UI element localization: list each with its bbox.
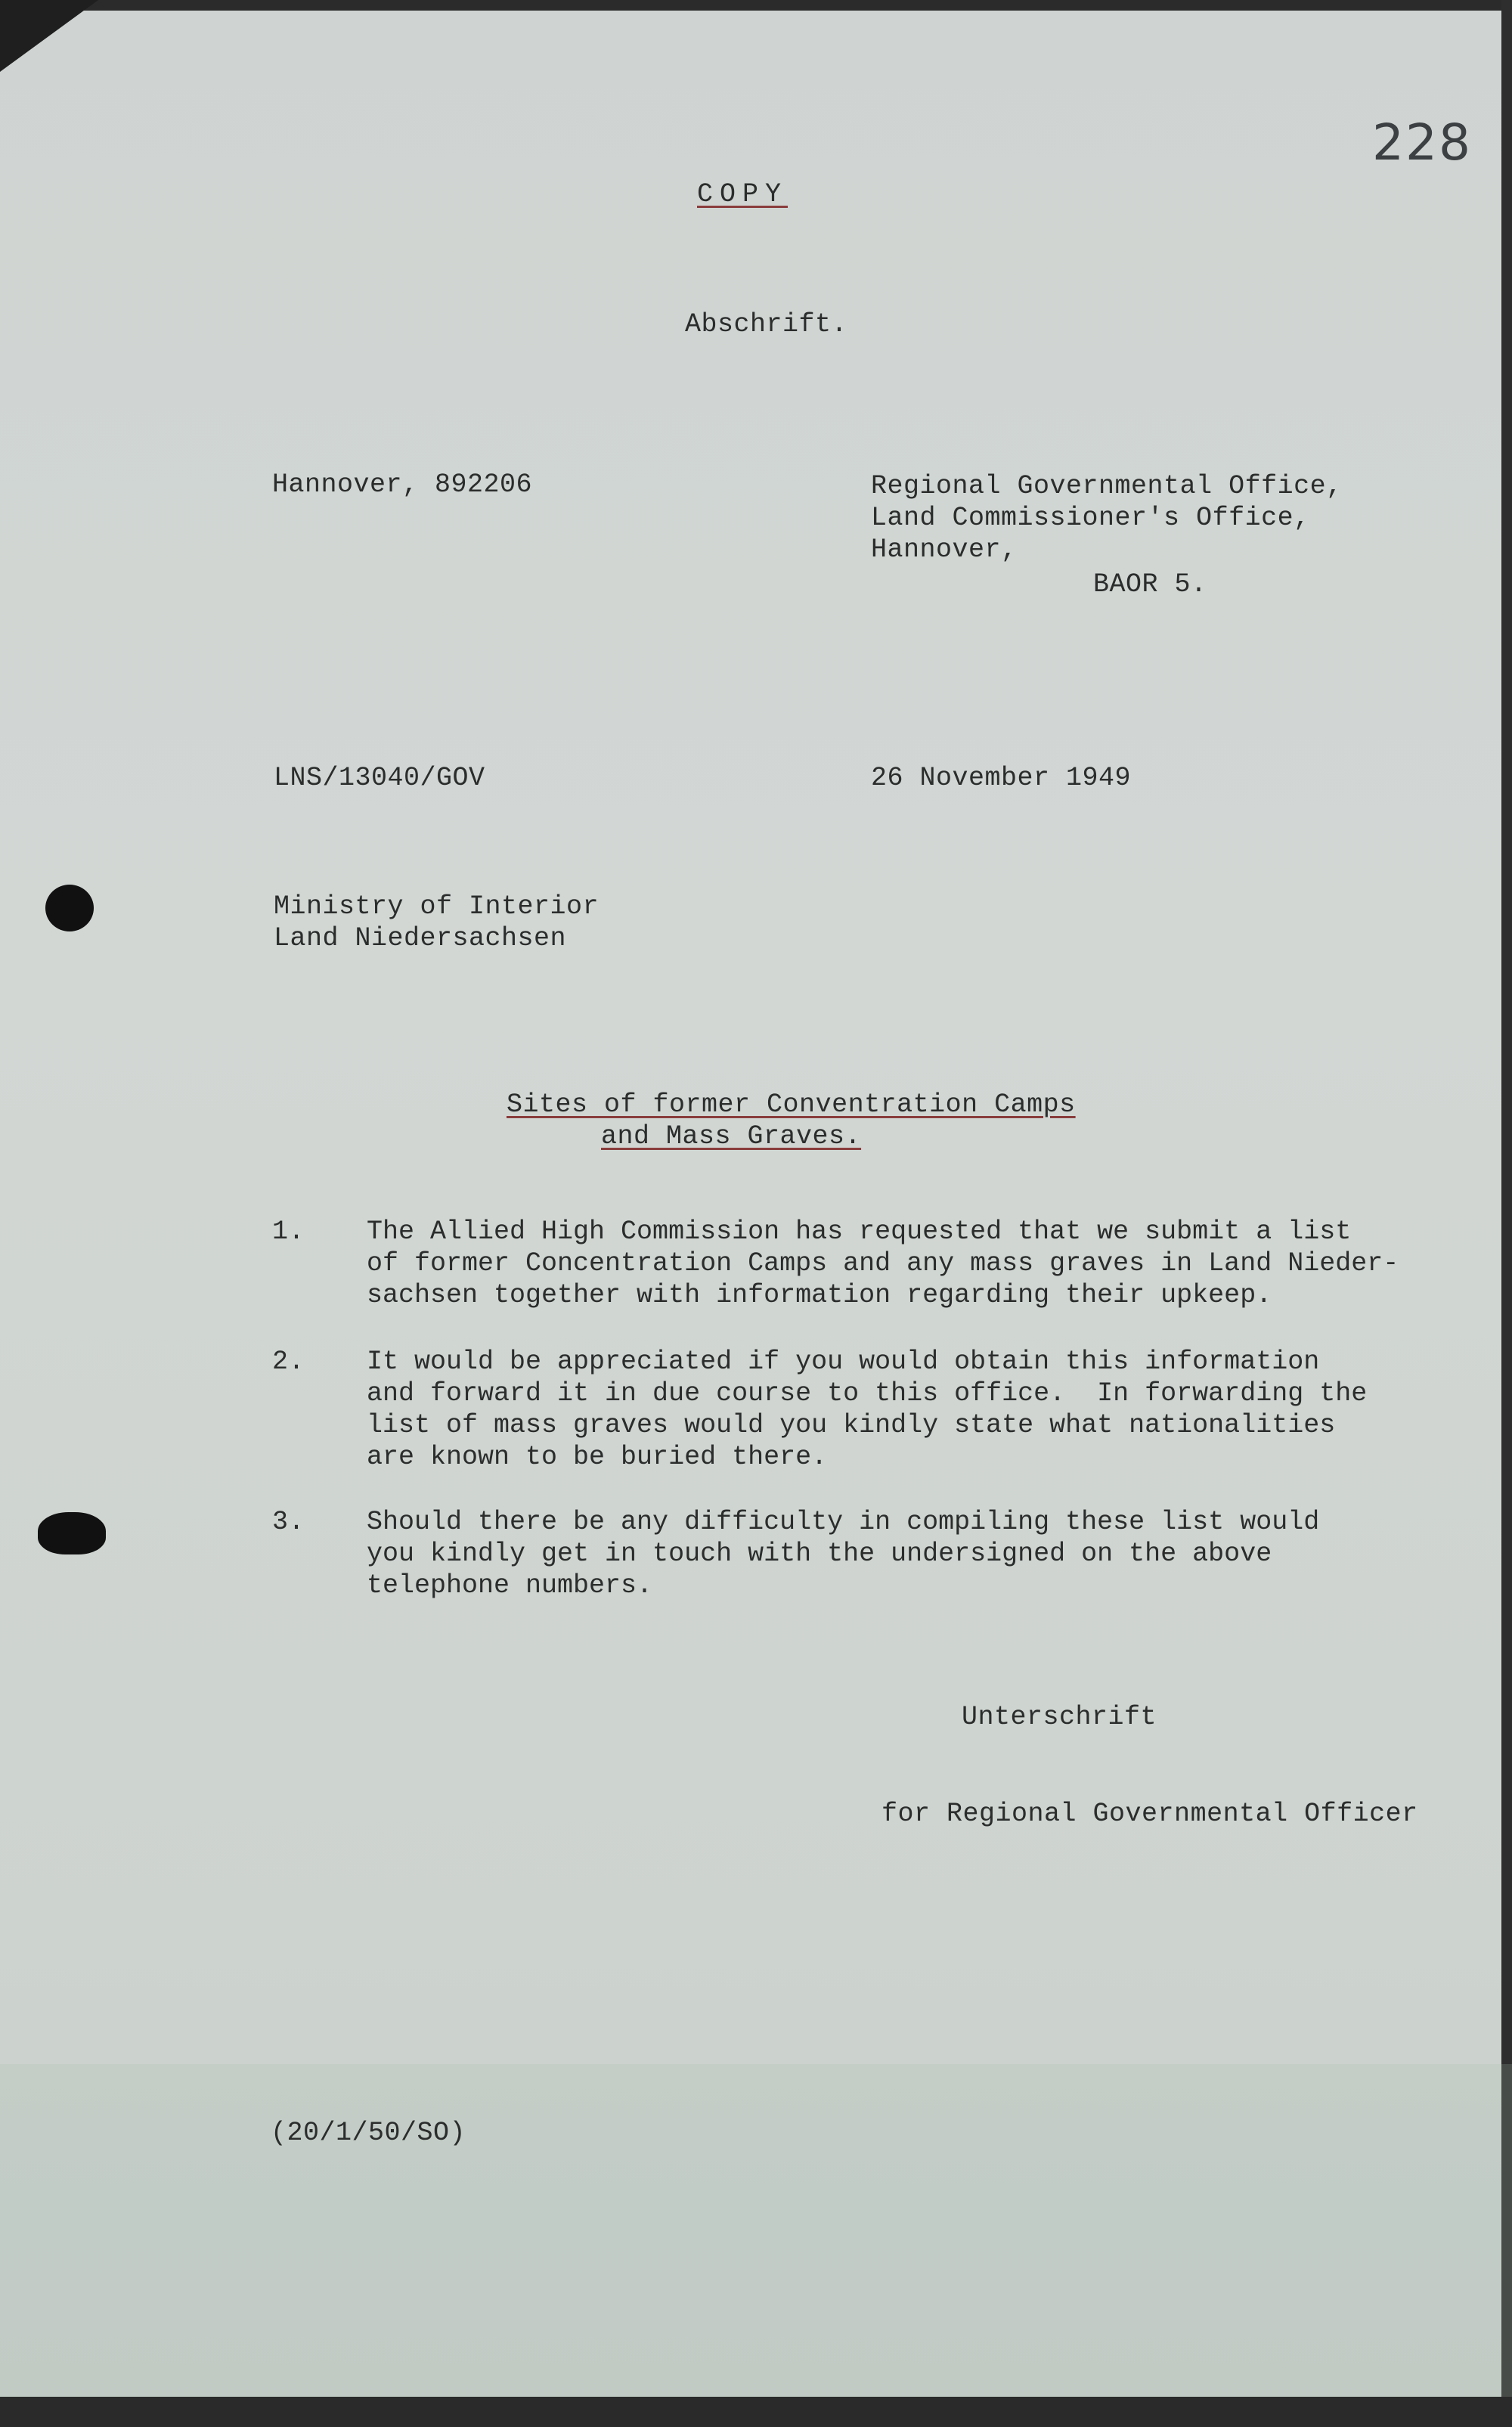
paragraph-line: of former Concentration Camps and any mass graves in Land Nieder- [367, 1248, 1399, 1279]
sender-baor: BAOR 5. [1093, 569, 1207, 600]
paragraph-line: you kindly get in touch with the undersigned on the above [367, 1539, 1272, 1569]
sender-phone: Hannover, 892206 [272, 470, 533, 500]
footer-code: (20/1/50/SO) [271, 2118, 466, 2148]
torn-corner [0, 0, 98, 72]
recipient-line-1: Ministry of Interior [274, 891, 600, 922]
paragraph-line: list of mass graves would you kindly state what nationalities [367, 1410, 1336, 1440]
signature-unterschrift: Unterschrift [962, 1702, 1157, 1732]
paragraph-line: telephone numbers. [367, 1570, 653, 1601]
scan-edge-bottom [0, 2397, 1512, 2427]
paragraph-line: are known to be buried there. [367, 1442, 828, 1472]
paragraph-number: 1. [272, 1217, 305, 1247]
letter-date: 26 November 1949 [871, 763, 1132, 793]
copy-heading: COPY [697, 179, 789, 209]
signature-for-line: for Regional Governmental Officer [881, 1799, 1418, 1829]
paragraph-line: and forward it in due course to this office. In forwarding the [367, 1378, 1368, 1409]
paragraph-line: It would be appreciated if you would obtain this information [367, 1347, 1320, 1377]
scan-edge-right [1501, 0, 1512, 2427]
punch-hole [45, 885, 94, 931]
paragraph-line: The Allied High Commission has requested that we submit a list [367, 1217, 1352, 1247]
page-number: 228 [1372, 113, 1472, 172]
reference-number: LNS/13040/GOV [274, 763, 485, 793]
paragraph-number: 2. [272, 1347, 305, 1377]
sender-office-line-3: Hannover, [871, 535, 1018, 565]
punch-hole [38, 1512, 106, 1554]
sender-office-line-2: Land Commissioner's Office, [871, 503, 1310, 533]
sender-office-line-1: Regional Governmental Office, [871, 471, 1343, 501]
subject-line-1: Sites of former Conventration Camps [507, 1090, 1076, 1120]
paper-fold-band [0, 2064, 1512, 2397]
paragraph-line: Should there be any difficulty in compiling these list would [367, 1507, 1320, 1537]
subject-line-2: and Mass Graves. [601, 1121, 862, 1152]
abschrift-label: Abschrift. [685, 309, 848, 339]
recipient-line-2: Land Niedersachsen [274, 923, 567, 953]
paragraph-number: 3. [272, 1507, 305, 1537]
scan-edge-top [0, 0, 1512, 11]
paragraph-line: sachsen together with information regarding their upkeep. [367, 1280, 1272, 1310]
